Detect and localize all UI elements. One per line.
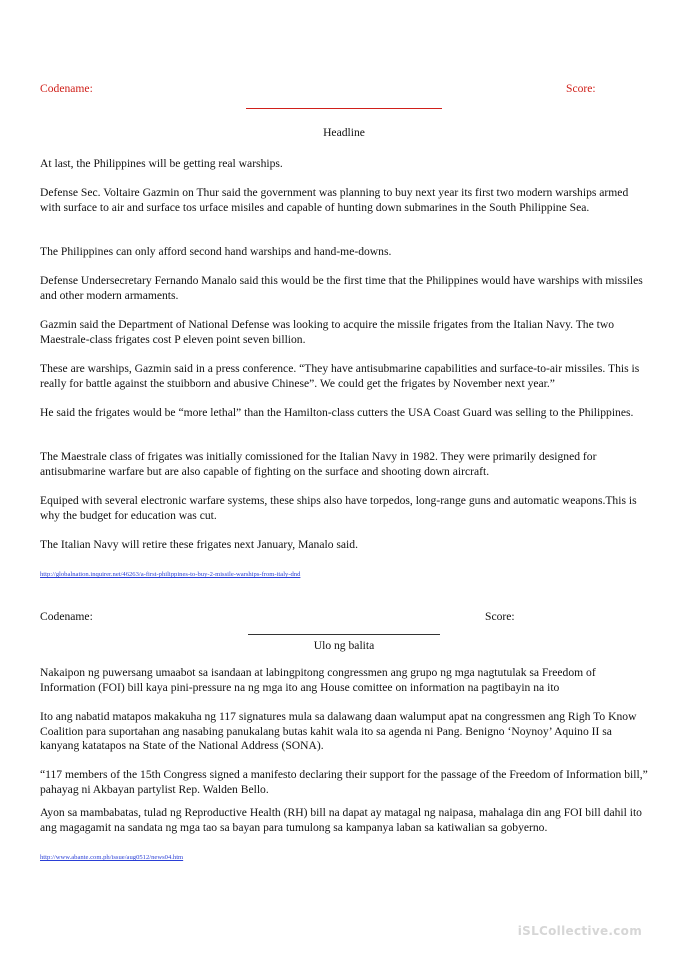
article-paragraph: Defense Undersecretary Fernando Manalo said this would be the first time that the Philippines would have warships with missiles and other modern armaments. [40,274,643,302]
article-paragraph: Nakaipon ng puwersang umaabot sa isandaan at labingpitong congressmen ang grupo ng mga nagtutulak sa Freedom of Information (FOI) bill kaya pini-pressure na ng mga ito ang House comittee on information na pagtibayin na ito [40,666,596,694]
headline-blank-line [246,108,442,109]
codename-label: Codename: [40,82,93,95]
article-paragraph: The Italian Navy will retire these frigates next January, Manalo said. [40,538,358,551]
article-paragraph: The Philippines can only afford second hand warships and hand-me-downs. [40,245,392,258]
article-paragraph: “117 members of the 15th Congress signed a manifesto declaring their support for the passage of the Freedom of Information bill,” pahayag ni Akbayan partylist Rep. Walden Bello. [40,768,648,796]
codename-label-2: Codename: [40,610,93,623]
article-paragraph: He said the frigates would be “more lethal” than the Hamilton-class cutters the USA Coast Guard was selling to the Philippines. [40,406,634,419]
watermark-logo: iSLCollective.com [517,924,642,938]
article-paragraph: At last, the Philippines will be getting real warships. [40,157,283,170]
article-paragraph: Ayon sa mambabatas, tulad ng Reproductive Health (RH) bill na dapat ay matagal ng naipasa, mahalaga din ang FOI bill dahil ito ang magagamit na sandata ng mga tao sa bayan para tumulong sa kampanya laban sa katiwalian sa gobyerno. [40,806,642,834]
article-paragraph: The Maestrale class of frigates was initially comissioned for the Italian Navy in 1982. They were primarily designed for antisubmarine warfare but are also capable of fighting on the surface and shooting down aircraft. [40,450,597,478]
source-link-2[interactable]: http://www.abante.com.ph/issue/aug0512/news04.htm [40,854,184,861]
article-paragraph: Equiped with several electronic warfare systems, these ships also have torpedos, long-range guns and automatic weapons.This is why the budget for education was cut. [40,494,637,522]
headline-blank-line-2 [248,634,440,635]
source-link[interactable]: http://globalnation.inquirer.net/46263/a-first-philippines-to-buy-2-missile-warships-from-italy-dnd [40,571,301,578]
article-paragraph: Gazmin said the Department of National Defense was looking to acquire the missile frigates from the Italian Navy. The two Maestrale-class frigates cost P eleven point seven billion. [40,318,615,346]
article-paragraph: Defense Sec. Voltaire Gazmin on Thur said the government was planning to buy next year its first two modern warships armed with surface to air and surface tos urface misiles and capable of hunting down submarines in the South Philippine Sea. [40,186,629,214]
headline-label: Headline [323,126,365,139]
score-label: Score: [566,82,596,95]
score-label-2: Score: [485,610,515,623]
article-paragraph: Ito ang nabatid matapos makakuha ng 117 signatures mula sa dalawang daan walumput apat na congressmen ang Righ To Know Coalition para suportahan ang nasabing panukalang butas kahit wala ito sa agenda ni Pang. Benigno ‘Noynoy’ Aquino II sa kanyang katatapos na State of the National Address (SONA). [40,710,637,752]
headline-label-2: Ulo ng balita [313,639,375,652]
article-paragraph: These are warships, Gazmin said in a press conference. “They have antisubmarine capabilities and surface-to-air missiles. This is really for battle against the stuibborn and abusive Chinese”. We could get the frigates by November next year.” [40,362,640,390]
